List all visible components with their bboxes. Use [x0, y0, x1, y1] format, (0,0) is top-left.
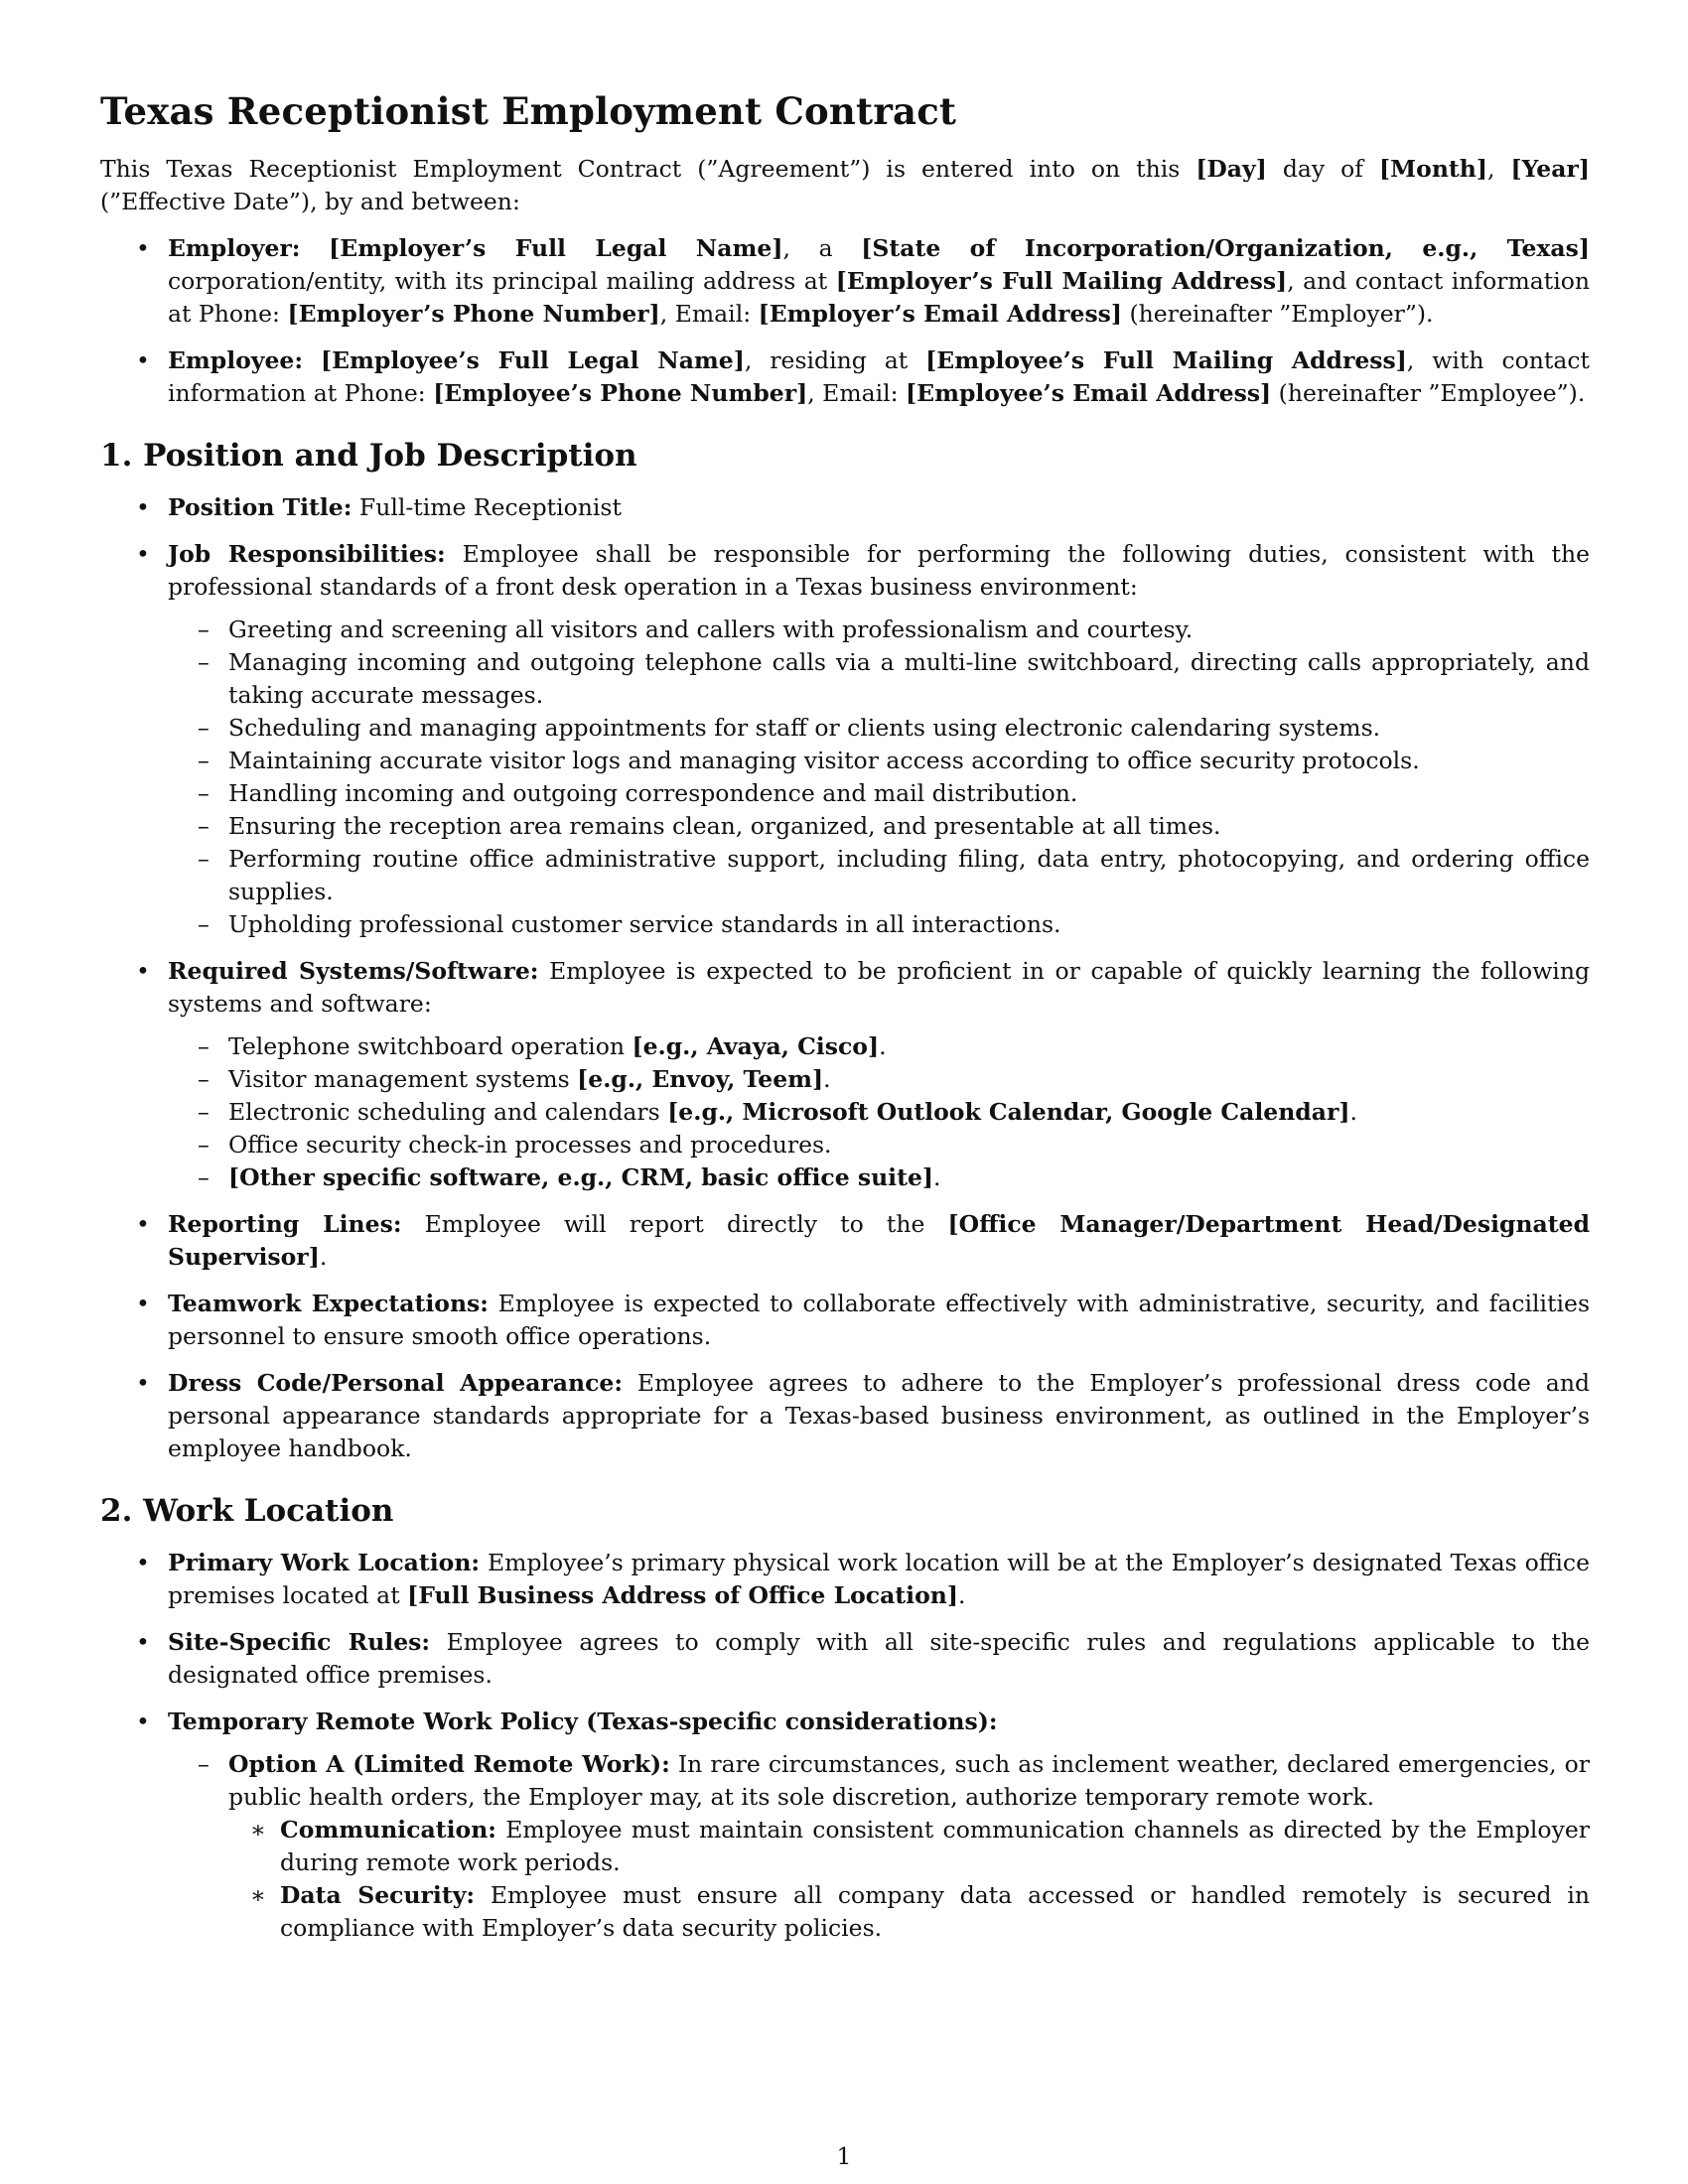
remote-work-label: Temporary Remote Work Policy (Texas-specific considerations):: [168, 1707, 998, 1735]
data-security-text: Employee must ensure all company data accessed or handled remotely is secured in compliance with Employer’s data security policies.: [280, 1881, 1590, 1942]
required-systems-label: Required Systems/Software:: [168, 957, 539, 985]
day-placeholder: [Day]: [1196, 155, 1267, 183]
primary-location-text: Employee’s primary physical work location will be at the Employer’s designated Texas office premises located at: [168, 1549, 1590, 1609]
employer-phone-placeholder: [Employer’s Phone Number]: [287, 300, 660, 328]
list-item: – Upholding professional customer service standards in all interactions.: [168, 908, 1590, 941]
communication-text: Employee must maintain consistent communication channels as directed by the Employer during remote work periods.: [280, 1816, 1590, 1876]
employer-text: , Email:: [659, 300, 759, 328]
dress-code-item: [100, 1367, 1590, 1465]
dress-code-text: Employee agrees to adhere to the Employer’s professional dress code and personal appearance standards appropriate for a Texas-based business environment, as outlined in the Employer’s employee handbook.: [168, 1369, 1590, 1462]
employer-text: corporation/entity, with its principal mailing address at: [168, 267, 836, 295]
employer-name-placeholder: [Employer’s Full Legal Name]: [329, 234, 783, 262]
required-systems-text: Employee is expected to be proficient in or capable of quickly learning the following systems and software:: [168, 957, 1590, 1018]
teamwork-item: [100, 1288, 1590, 1353]
option-a-sublist: [228, 1814, 1590, 1945]
section-2-heading: 2. Work Location: [100, 1493, 394, 1529]
employer-text: , and contact information at Phone:: [168, 267, 1591, 328]
intro-text: ,: [1486, 155, 1511, 183]
employee-text: , with contact information at Phone:: [168, 346, 1590, 407]
employee-email-placeholder: [Employee’s Email Address]: [906, 379, 1272, 407]
list-item: – Handling incoming and outgoing correspondence and mail distribution.: [168, 777, 1590, 810]
employee-name-placeholder: [Employee’s Full Legal Name]: [321, 346, 745, 374]
employer-item: [100, 232, 1590, 331]
primary-location-label: Primary Work Location:: [168, 1549, 481, 1576]
system-placeholder: [e.g., Envoy, Teem]: [577, 1065, 824, 1093]
list-item: – Ensuring the reception area remains clean, organized, and presentable at all times.: [168, 810, 1590, 843]
reporting-lines-text: Employee will report directly to the: [401, 1210, 948, 1238]
office-address-placeholder: [Full Business Address of Office Location]: [407, 1581, 958, 1609]
year-placeholder: [Year]: [1510, 155, 1590, 183]
system-placeholder: [Other specific software, e.g., CRM, basic office suite]: [228, 1163, 934, 1191]
system-text: .: [879, 1032, 887, 1060]
employer-label: Employer:: [168, 234, 301, 262]
list-item: – Performing routine office administrative support, including filing, data entry, photocopying, and ordering office supplies.: [168, 843, 1590, 908]
system-text: Telephone switchboard operation: [228, 1032, 633, 1060]
document-title: Texas Receptionist Employment Contract: [100, 89, 957, 133]
list-item: – Scheduling and managing appointments for staff or clients using electronic calendaring systems.: [168, 712, 1590, 745]
teamwork-label: Teamwork Expectations:: [168, 1290, 489, 1317]
system-text: Electronic scheduling and calendars: [228, 1098, 668, 1126]
intro-paragraph: [100, 153, 1590, 218]
employer-state-placeholder: [State of Incorporation/Organization, e.g., Texas]: [861, 234, 1590, 262]
dress-code-label: Dress Code/Personal Appearance:: [168, 1369, 624, 1397]
parties-list: [100, 232, 1590, 410]
system-text: .: [823, 1065, 831, 1093]
intro-text: day of: [1266, 155, 1380, 183]
reporting-lines-item: [100, 1208, 1590, 1274]
option-a-item: [168, 1748, 1590, 1945]
responsibilities-sublist: [168, 614, 1590, 941]
data-security-label: Data Security:: [280, 1881, 476, 1909]
system-text: Office security check-in processes and procedures.: [228, 1131, 832, 1159]
job-responsibilities-label: Job Responsibilities:: [168, 540, 446, 568]
employee-text: , Email:: [807, 379, 907, 407]
intro-text: This Texas Receptionist Employment Contract (”Agreement”) is entered into on this: [100, 155, 1196, 183]
communication-label: Communication:: [280, 1816, 496, 1843]
position-title-value: Full-time Receptionist: [352, 493, 622, 521]
section-1-list: [100, 491, 1590, 1465]
list-item: [168, 1063, 1590, 1096]
remote-work-item: [100, 1706, 1590, 1945]
system-placeholder: [e.g., Microsoft Outlook Calendar, Google Calendar]: [667, 1098, 1350, 1126]
list-item: [168, 1161, 1590, 1194]
employer-email-placeholder: [Employer’s Email Address]: [758, 300, 1123, 328]
site-rules-label: Site-Specific Rules:: [168, 1628, 431, 1656]
intro-text: (”Effective Date”), by and between:: [100, 188, 520, 215]
communication-item: [228, 1814, 1590, 1879]
list-item: [168, 1129, 1590, 1161]
employee-item: [100, 344, 1590, 410]
section-2-list: [100, 1547, 1590, 1945]
job-responsibilities-text: Employee shall be responsible for performing the following duties, consistent with the professional standards of a front desk operation in a Texas business environment:: [168, 540, 1590, 601]
site-rules-text: Employee agrees to comply with all site-specific rules and regulations applicable to the designated office premises.: [168, 1628, 1590, 1689]
site-rules-item: [100, 1626, 1590, 1692]
section-1-heading: 1. Position and Job Description: [100, 438, 637, 474]
employer-text: (hereinafter ”Employer”).: [1122, 300, 1434, 328]
teamwork-text: Employee is expected to collaborate effectively with administrative, security, and facilities personnel to ensure smooth office operations.: [168, 1290, 1591, 1350]
employer-text: , a: [782, 234, 862, 262]
system-text: .: [933, 1163, 941, 1191]
system-text: .: [1349, 1098, 1357, 1126]
month-placeholder: [Month]: [1379, 155, 1487, 183]
reporting-lines-label: Reporting Lines:: [168, 1210, 402, 1238]
primary-location-text: .: [957, 1581, 966, 1609]
employee-text: , residing at: [744, 346, 926, 374]
employee-text: (hereinafter ”Employee”).: [1271, 379, 1586, 407]
list-item: [168, 1030, 1590, 1063]
document-body: [100, 85, 1590, 1945]
data-security-item: [228, 1879, 1590, 1945]
position-title-item: [100, 491, 1590, 524]
supervisor-placeholder: [Office Manager/Department Head/Designated Supervisor]: [168, 1210, 1591, 1271]
page-number: 1: [836, 2142, 852, 2170]
systems-sublist: [168, 1030, 1590, 1194]
employer-address-placeholder: [Employer’s Full Mailing Address]: [835, 267, 1288, 295]
primary-location-item: [100, 1547, 1590, 1612]
system-text: Visitor management systems: [228, 1065, 578, 1093]
system-placeholder: [e.g., Avaya, Cisco]: [632, 1032, 880, 1060]
remote-options-sublist: [168, 1748, 1590, 1945]
list-item: – Managing incoming and outgoing telephone calls via a multi-line switchboard, directing calls appropriately, and taking accurate messages.: [168, 646, 1590, 712]
position-title-label: Position Title:: [168, 493, 352, 521]
list-item: – Greeting and screening all visitors and callers with professionalism and courtesy.: [168, 614, 1590, 646]
job-responsibilities-item: [100, 538, 1590, 941]
required-systems-item: [100, 955, 1590, 1194]
employee-phone-placeholder: [Employee’s Phone Number]: [433, 379, 808, 407]
option-a-text: In rare circumstances, such as inclement weather, declared emergencies, or public health orders, the Employer may, at its sole discretion, authorize temporary remote work.: [228, 1750, 1590, 1811]
list-item: – Maintaining accurate visitor logs and managing visitor access according to office security protocols.: [168, 745, 1590, 777]
employee-address-placeholder: [Employee’s Full Mailing Address]: [925, 346, 1407, 374]
option-a-label: Option A (Limited Remote Work):: [228, 1750, 670, 1778]
reporting-lines-text: .: [319, 1243, 328, 1271]
list-item: [168, 1096, 1590, 1129]
employee-label: Employee:: [168, 346, 304, 374]
